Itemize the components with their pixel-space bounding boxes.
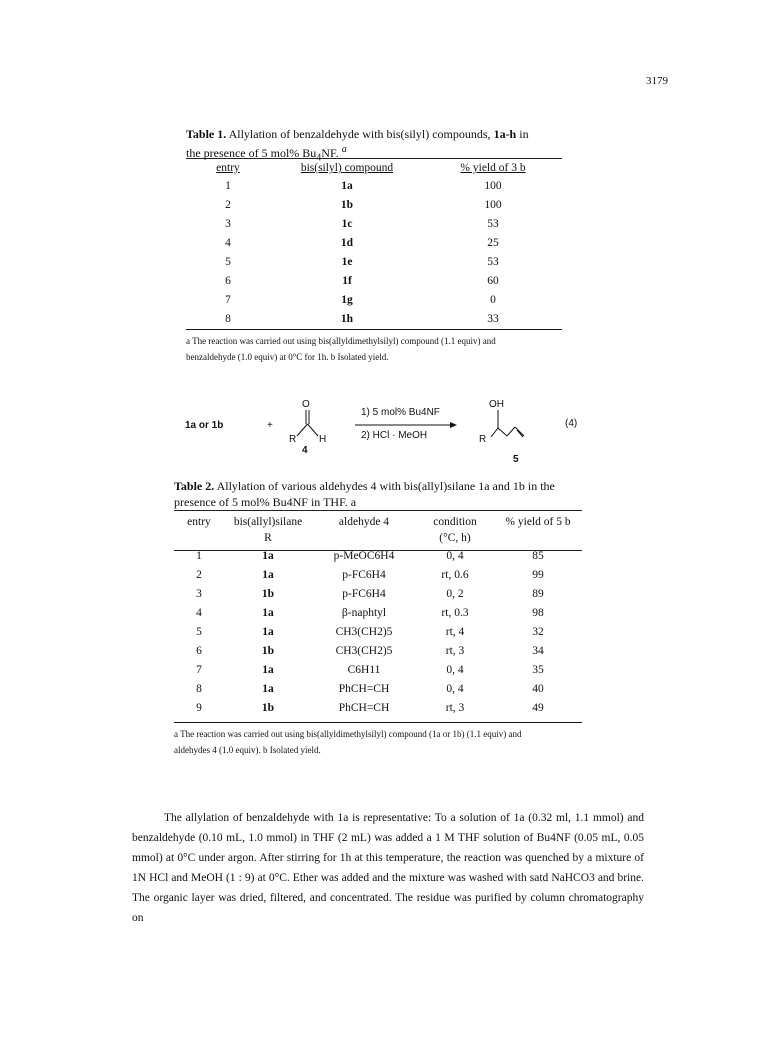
condition-cell: rt, 4 <box>445 625 465 638</box>
entry-cell: 2 <box>196 568 202 581</box>
yield-cell: 25 <box>487 236 499 249</box>
yield-cell: 40 <box>532 682 544 695</box>
table-row <box>174 546 582 565</box>
entry-cell: 9 <box>196 701 202 714</box>
table2-subheader-yield <box>494 530 582 546</box>
scheme-aldehyde-o: O <box>302 399 310 410</box>
table2-header-aldehyde: aldehyde 4 <box>338 516 390 528</box>
scheme-aldehyde-label: 4 <box>302 445 308 456</box>
table1-footnote-line1: a The reaction was carried out using bis(allyldimethylsilyl) compound (1.1 equiv) and <box>186 336 496 346</box>
compound-cell: 1h <box>340 312 354 325</box>
table-row <box>174 641 582 660</box>
entry-cell: 3 <box>225 217 231 230</box>
table-row <box>186 290 562 309</box>
table1-header-yield: % yield of 3 b <box>460 162 526 174</box>
entry-cell: 8 <box>196 682 202 695</box>
page-number: 3179 <box>646 75 668 87</box>
condition-cell: rt, 0.6 <box>441 568 469 581</box>
entry-cell: 4 <box>225 236 231 249</box>
yield-cell: 100 <box>484 198 502 211</box>
table2-footnote <box>174 726 594 758</box>
silane-cell: 1b <box>261 644 275 657</box>
table2-caption-line1: Allylation of various aldehydes 4 with bis(allyl)silane 1a and 1b in the <box>216 479 555 493</box>
yield-cell: 33 <box>487 312 499 325</box>
silane-cell: 1b <box>261 701 275 714</box>
compound-cell: 1g <box>341 293 353 306</box>
table2-caption <box>174 478 594 510</box>
yield-cell: 53 <box>487 255 499 268</box>
equation-number: (4) <box>565 418 578 429</box>
table2-caption-line2: presence of 5 mol% Bu4NF in THF. a <box>174 495 357 509</box>
table2-subheader-row <box>174 530 582 546</box>
aldehyde-cell: p-FC6H4 <box>342 568 386 581</box>
table2-header-condition: condition <box>433 516 477 528</box>
yield-cell: 85 <box>532 549 544 562</box>
compound-cell: 1e <box>341 255 353 268</box>
table2-subheader-silane: R <box>264 532 272 544</box>
entry-cell: 5 <box>196 625 202 638</box>
aldehyde-cell: CH3(CH2)5 <box>335 625 393 638</box>
yield-cell: 53 <box>487 217 499 230</box>
table-row <box>186 214 562 233</box>
table1-top-rule <box>186 158 562 159</box>
table1-caption-end: in <box>516 127 529 141</box>
yield-cell: 60 <box>487 274 499 287</box>
table1 <box>186 160 562 328</box>
condition-cell: 0, 4 <box>446 663 464 676</box>
table-row <box>174 660 582 679</box>
entry-cell: 5 <box>225 255 231 268</box>
entry-cell: 3 <box>196 587 202 600</box>
table-row <box>174 584 582 603</box>
body-paragraph: The allylation of benzaldehyde with 1a is representative: To a solution of 1a (0.32 ml, 1.1 mmol) and benzaldehyde (0.10 mL, 1.0 mmol) in THF (2 mL) was added a 1 M THF solution of Bu4NF (0.05 mL, 0.05 mmol) at 0°C under argon. After stirring for 1h at this temperature, the reaction was quenched by a mixture of 1N HCl and MeOH (1 : 9) at 0°C. Ether was added and the mixture was washed with satd NaHCO3 and brine. The organic layer was dried, filtered, and concentrated. The residue was purified by column chromatography on <box>132 812 644 924</box>
entry-cell: 6 <box>196 644 202 657</box>
scheme-aldehyde-h: H <box>319 434 327 445</box>
silane-cell: 1a <box>262 625 274 638</box>
entry-cell: 8 <box>225 312 231 325</box>
silane-cell: 1a <box>262 682 274 695</box>
entry-cell: 1 <box>196 549 202 562</box>
table2-subheader-entry <box>174 530 224 546</box>
aldehyde-cell: p-FC6H4 <box>342 587 386 600</box>
yield-cell: 34 <box>532 644 544 657</box>
yield-cell: 49 <box>532 701 544 714</box>
table2-header-row <box>174 514 582 530</box>
condition-cell: 0, 4 <box>446 682 464 695</box>
compound-cell: 1a <box>341 179 353 192</box>
entry-cell: 7 <box>196 663 202 676</box>
table-row <box>174 565 582 584</box>
table1-header-row <box>186 160 562 176</box>
table2-header-entry: entry <box>187 516 211 528</box>
condition-cell: 0, 4 <box>446 549 464 562</box>
yield-cell: 100 <box>484 179 502 192</box>
table2-footnote-line1: a The reaction was carried out using bis(allyldimethylsilyl) compound (1a or 1b) (1.1 equiv) and <box>174 729 522 739</box>
aldehyde-cell: PhCH=CH <box>338 701 390 714</box>
table1-caption-line2-end: NF. <box>321 146 342 160</box>
scheme-product-oh: OH <box>489 399 504 410</box>
compound-cell: 1d <box>340 236 354 249</box>
table2-subheader-aldehyde <box>312 530 416 546</box>
table-row <box>186 252 562 271</box>
silane-cell: 1a <box>262 549 274 562</box>
aldehyde-cell: C6H11 <box>347 663 381 676</box>
table2-subheader-condition: (°C, h) <box>439 532 471 544</box>
reaction-scheme <box>185 396 585 486</box>
table-row <box>186 195 562 214</box>
scheme-reactant: 1a or 1b <box>185 420 224 431</box>
yield-cell: 32 <box>532 625 544 638</box>
entry-cell: 2 <box>225 198 231 211</box>
entry-cell: 1 <box>225 179 231 192</box>
table-row <box>174 603 582 622</box>
entry-cell: 6 <box>225 274 231 287</box>
table-row <box>174 679 582 698</box>
condition-cell: 0, 2 <box>446 587 464 600</box>
aldehyde-cell: PhCH=CH <box>338 682 390 695</box>
table1-footnote <box>186 333 586 365</box>
table-row <box>186 309 562 328</box>
table1-header-compound: bis(silyl) compound <box>300 162 394 174</box>
condition-cell: rt, 0.3 <box>441 606 469 619</box>
table-row <box>186 271 562 290</box>
table2-top-rule <box>174 510 582 511</box>
table2-header-silane: bis(allyl)silane <box>233 516 303 528</box>
table1-caption-line2: the presence of 5 mol% Bu <box>186 146 317 160</box>
entry-cell: 7 <box>225 293 231 306</box>
table2-footnote-line2: aldehydes 4 (1.0 equiv). b Isolated yield. <box>174 745 321 755</box>
yield-cell: 98 <box>532 606 544 619</box>
body-text <box>132 808 644 928</box>
silane-cell: 1a <box>262 663 274 676</box>
scheme-product-r: R <box>479 434 487 445</box>
silane-cell: 1b <box>261 587 275 600</box>
condition-cell: rt, 3 <box>445 701 465 714</box>
table-row <box>186 233 562 252</box>
silane-cell: 1a <box>262 606 274 619</box>
compound-cell: 1c <box>341 217 353 230</box>
table1-caption-sub: 4 <box>316 152 322 164</box>
aldehyde-cell: p-MeOC6H4 <box>333 549 395 562</box>
yield-cell: 35 <box>532 663 544 676</box>
table1-caption-label: Table 1. <box>186 127 227 141</box>
condition-cell: rt, 3 <box>445 644 465 657</box>
table2-bottom-rule <box>174 722 582 723</box>
compound-cell: 1b <box>340 198 354 211</box>
entry-cell: 4 <box>196 606 202 619</box>
table2 <box>174 514 582 717</box>
table-row <box>186 176 562 195</box>
table2-header-rule <box>174 550 582 551</box>
compound-cell: 1f <box>342 274 352 287</box>
scheme-plus: + <box>267 420 273 431</box>
scheme-condition-2: 2) HCl · MeOH <box>361 430 428 441</box>
table1-caption-text: Allylation of benzaldehyde with bis(silyl) compounds, <box>228 127 494 141</box>
aldehyde-cell: β-naphtyl <box>341 606 387 619</box>
table1-header-entry: entry <box>216 162 240 174</box>
aldehyde-cell: CH3(CH2)5 <box>335 644 393 657</box>
table2-caption-label: Table 2. <box>174 479 215 493</box>
yield-cell: 0 <box>490 293 496 306</box>
table-row <box>174 698 582 717</box>
table1-caption-note: a <box>341 144 347 155</box>
table1-bottom-rule <box>186 329 562 330</box>
silane-cell: 1a <box>262 568 274 581</box>
table-row <box>174 622 582 641</box>
table1-footnote-line2: benzaldehyde (1.0 equiv) at 0°C for 1h. b Isolated yield. <box>186 352 389 362</box>
scheme-product-label: 5 <box>513 454 519 465</box>
scheme-condition-1: 1) 5 mol% Bu4NF <box>361 407 440 418</box>
table1-caption-compounds: 1a-h <box>493 127 517 141</box>
table2-header-yield: % yield of 5 b <box>505 516 571 528</box>
yield-cell: 99 <box>532 568 544 581</box>
scheme-aldehyde-r: R <box>289 434 297 445</box>
yield-cell: 89 <box>532 587 544 600</box>
